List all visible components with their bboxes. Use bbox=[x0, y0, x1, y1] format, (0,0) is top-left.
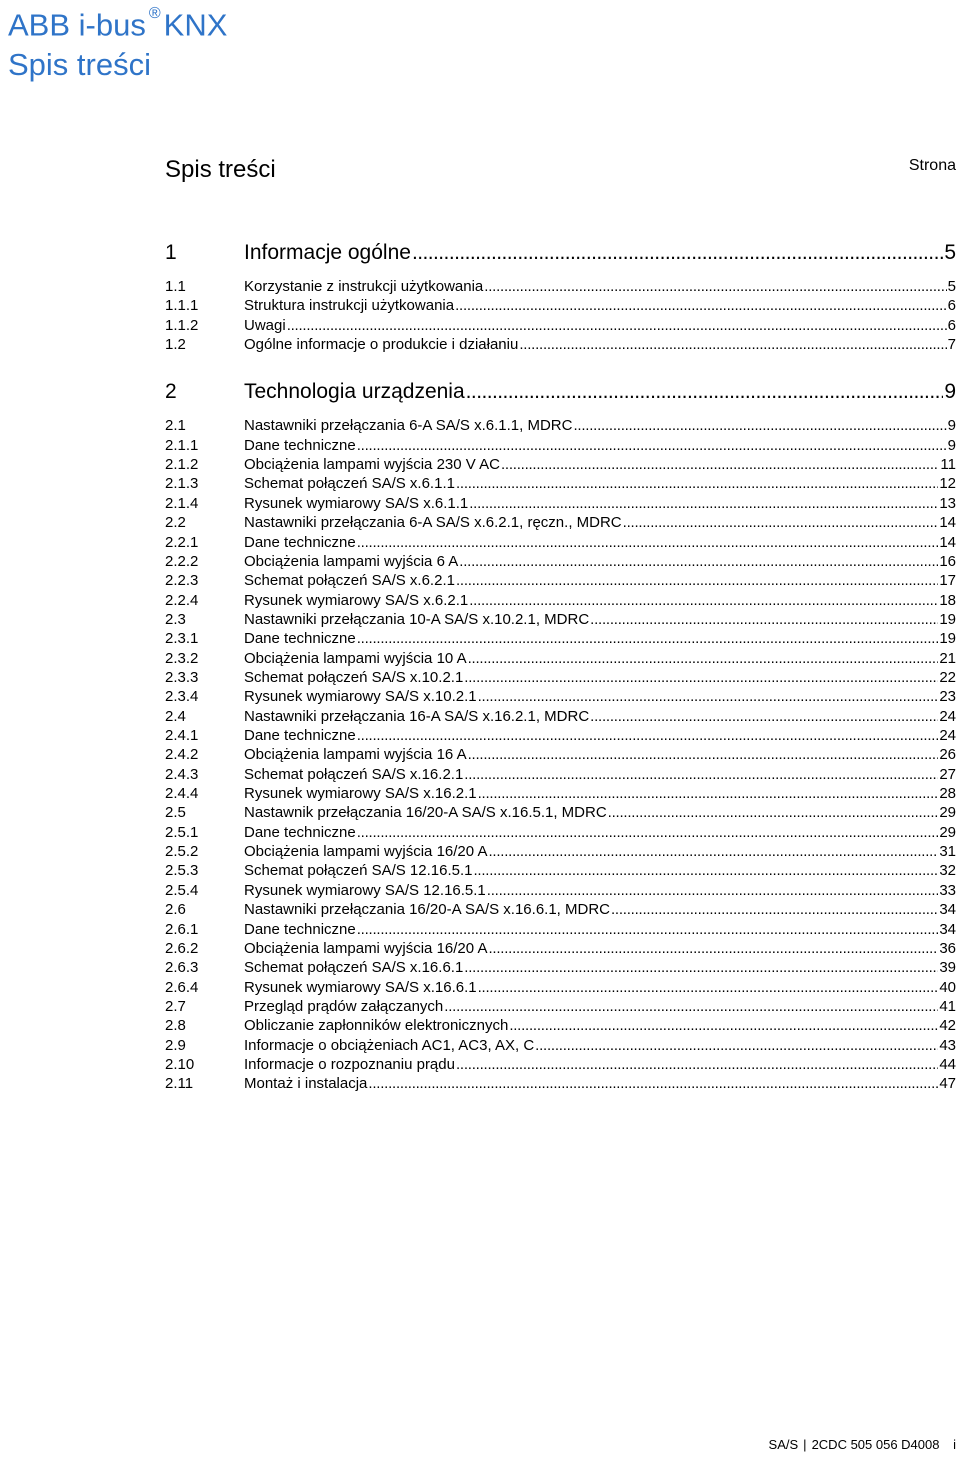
toc-entry-page: 22 bbox=[939, 668, 956, 686]
toc-leader-dots bbox=[456, 1055, 938, 1074]
toc-leader-dots bbox=[468, 649, 939, 668]
toc-entry-title: Obciążenia lampami wyjścia 6 A bbox=[244, 552, 459, 570]
footer-gap bbox=[944, 1437, 948, 1452]
toc-entry-title: Ogólne informacje o produkcie i działaniu bbox=[244, 336, 519, 354]
toc-entry-number: 2.2.2 bbox=[165, 552, 199, 570]
toc-entry[interactable] bbox=[165, 591, 956, 610]
toc-leader-dots bbox=[488, 939, 938, 958]
toc-leader-dots bbox=[464, 668, 938, 687]
toc-entry[interactable] bbox=[165, 881, 956, 900]
footer-separator: | bbox=[803, 1437, 807, 1452]
toc-entry[interactable] bbox=[165, 455, 956, 474]
toc-entry-title: Nastawniki przełączania 16/20-A SA/S x.16.6.1, MDRC bbox=[244, 901, 610, 919]
toc-entry[interactable] bbox=[165, 939, 956, 958]
toc-entry-title: Obciążenia lampami wyjścia 230 V AC bbox=[244, 456, 500, 474]
toc-entry-number: 2.1.4 bbox=[165, 494, 199, 512]
toc-entry-page: 11 bbox=[940, 456, 956, 474]
toc-entry-page: 34 bbox=[939, 901, 956, 919]
toc-entry-page: 39 bbox=[939, 959, 956, 977]
toc-leader-dots bbox=[357, 436, 947, 455]
toc-entry-title: Obciążenia lampami wyjścia 16 A bbox=[244, 746, 467, 764]
toc-entry-page: 5 bbox=[944, 241, 956, 264]
toc-entry-number: 2.6.4 bbox=[165, 978, 199, 996]
toc-entry-page: 9 bbox=[947, 436, 956, 454]
toc-entry-number: 2.11 bbox=[165, 1075, 194, 1093]
toc-entry[interactable] bbox=[165, 552, 956, 571]
toc-leader-dots bbox=[478, 978, 939, 997]
toc-entry-page: 43 bbox=[939, 1036, 956, 1054]
toc-entry[interactable] bbox=[165, 316, 956, 335]
toc-leader-dots bbox=[455, 296, 947, 315]
toc-leader-dots bbox=[368, 1074, 938, 1093]
toc-entry-page: 47 bbox=[939, 1075, 956, 1093]
toc-leader-dots bbox=[478, 784, 939, 803]
toc-leader-dots bbox=[478, 687, 939, 706]
toc-entry[interactable] bbox=[165, 687, 956, 706]
toc-entry[interactable] bbox=[165, 803, 956, 822]
toc-entry[interactable] bbox=[165, 610, 956, 629]
toc-entry-page: 21 bbox=[939, 649, 956, 667]
toc-chapter-entry[interactable] bbox=[165, 239, 956, 267]
toc-entry[interactable] bbox=[165, 513, 956, 532]
toc-entry-title: Dane techniczne bbox=[244, 533, 356, 551]
toc-entry-page: 40 bbox=[939, 978, 956, 996]
toc-entry-title: Schemat połączeń SA/S x.6.1.1 bbox=[244, 475, 455, 493]
toc-entry[interactable] bbox=[165, 726, 956, 745]
toc-leader-dots bbox=[573, 416, 946, 435]
toc-entry-page: 31 bbox=[939, 843, 956, 861]
toc-entry[interactable] bbox=[165, 920, 956, 939]
toc-entry-title: Schemat połączeń SA/S x.10.2.1 bbox=[244, 668, 464, 686]
toc-leader-dots bbox=[488, 842, 938, 861]
toc-entry-page: 9 bbox=[947, 417, 956, 435]
toc-entry[interactable] bbox=[165, 533, 956, 552]
toc-entry-page: 26 bbox=[939, 746, 956, 764]
toc-entry-number: 1.1.2 bbox=[165, 316, 199, 334]
toc-entry-number: 1.2 bbox=[165, 336, 186, 354]
toc-entry-page: 13 bbox=[939, 494, 956, 512]
brand-title bbox=[8, 0, 227, 45]
toc-leader-dots bbox=[487, 881, 939, 900]
toc-entry-title: Nastawniki przełączania 16-A SA/S x.16.2.1, MDRC bbox=[244, 707, 590, 725]
toc-entry-page: 32 bbox=[939, 862, 956, 880]
toc-leader-dots bbox=[611, 900, 938, 919]
toc-leader-dots bbox=[623, 513, 939, 532]
toc-entry[interactable] bbox=[165, 707, 956, 726]
toc-entry[interactable] bbox=[165, 1055, 956, 1074]
toc-leader-dots bbox=[464, 958, 938, 977]
toc-entry-page: 24 bbox=[939, 707, 956, 725]
toc-entry[interactable] bbox=[165, 861, 956, 880]
toc-leader-dots bbox=[473, 861, 938, 880]
toc-entry[interactable] bbox=[165, 416, 956, 435]
toc-leader-dots bbox=[519, 335, 946, 354]
toc-entry-page: 28 bbox=[939, 785, 956, 803]
toc-entry-page: 6 bbox=[947, 297, 956, 315]
toc-entry-title: Schemat połączeń SA/S x.16.6.1 bbox=[244, 959, 464, 977]
toc-entry-number: 2.2.4 bbox=[165, 591, 199, 609]
toc-entry[interactable] bbox=[165, 1016, 956, 1035]
toc-entry-number: 2.4 bbox=[165, 707, 186, 725]
toc-entry-number: 2.4.2 bbox=[165, 746, 199, 764]
toc-entry-title: Technologia urządzenia bbox=[244, 380, 465, 404]
toc-leader-dots bbox=[590, 707, 938, 726]
toc-leader-dots bbox=[469, 494, 938, 513]
toc-entry-number: 2.3.2 bbox=[165, 649, 199, 667]
toc-entry[interactable] bbox=[165, 997, 956, 1016]
toc-entry-number: 2.5.3 bbox=[165, 862, 199, 880]
toc-entry-title: Struktura instrukcji użytkowania bbox=[244, 297, 455, 315]
toc-leader-dots bbox=[357, 533, 939, 552]
toc-entry-title: Schemat połączeń SA/S x.16.2.1 bbox=[244, 765, 464, 783]
toc-entry-title: Dane techniczne bbox=[244, 920, 356, 938]
toc-entry-number: 2.1.2 bbox=[165, 456, 199, 474]
toc-entry-title: Rysunek wymiarowy SA/S x.16.2.1 bbox=[244, 785, 477, 803]
toc-leader-dots bbox=[590, 610, 938, 629]
toc-chapter-entry[interactable] bbox=[165, 378, 956, 406]
toc-entry-number: 2.3.1 bbox=[165, 630, 199, 648]
toc-entry[interactable] bbox=[165, 1036, 956, 1055]
toc-entry-title: Uwagi bbox=[244, 316, 286, 334]
toc-entry-page: 9 bbox=[944, 380, 956, 404]
toc-entry-page: 18 bbox=[939, 591, 956, 609]
toc-entry-page: 14 bbox=[939, 514, 956, 532]
toc-entry[interactable] bbox=[165, 629, 956, 648]
toc-entry[interactable] bbox=[165, 784, 956, 803]
toc-entry-number: 2 bbox=[165, 380, 177, 404]
toc-entry-number: 2.7 bbox=[165, 997, 186, 1015]
toc-entry[interactable] bbox=[165, 978, 956, 997]
toc-entry-page: 14 bbox=[939, 533, 956, 551]
brand-name: ABB i-bus bbox=[8, 7, 146, 43]
toc-entry[interactable] bbox=[165, 571, 956, 590]
toc-leader-dots bbox=[444, 997, 938, 1016]
toc-entry-title: Schemat połączeń SA/S x.6.2.1 bbox=[244, 572, 455, 590]
toc-entry-page: 29 bbox=[939, 823, 956, 841]
toc-entry-page: 42 bbox=[939, 1017, 956, 1035]
toc-entry-number: 2.1.3 bbox=[165, 475, 199, 493]
toc-entry-page: 24 bbox=[939, 727, 956, 744]
toc-entry-title: Informacje o rozpoznaniu prądu bbox=[244, 1055, 455, 1073]
toc-entry-page: 33 bbox=[939, 881, 956, 899]
toc-entry-number: 2.6.3 bbox=[165, 959, 199, 977]
toc-entry-number: 2.3.4 bbox=[165, 688, 199, 706]
toc-entry-title: Nastawnik przełączania 16/20-A SA/S x.16.5.1, MDRC bbox=[244, 804, 607, 822]
toc-entry-title: Przegląd prądów załączanych bbox=[244, 997, 444, 1015]
toc-entry[interactable] bbox=[165, 296, 956, 315]
toc-leader-dots bbox=[535, 1036, 938, 1055]
footer-doc-number: 2CDC 505 056 D4008 bbox=[811, 1437, 940, 1452]
toc-entry-title: Rysunek wymiarowy SA/S x.10.2.1 bbox=[244, 688, 477, 706]
toc-leader-dots bbox=[464, 765, 938, 784]
toc-leader-dots bbox=[468, 745, 939, 764]
toc-entry-title: Dane techniczne bbox=[244, 630, 356, 648]
toc-entry-page: 17 bbox=[939, 572, 956, 590]
toc-entry-number: 2.3 bbox=[165, 610, 186, 628]
toc-entry-title: Nastawniki przełączania 6-A SA/S x.6.1.1, MDRC bbox=[244, 417, 573, 435]
toc-entry-number: 1 bbox=[165, 241, 177, 264]
toc-entry-number: 2.6 bbox=[165, 901, 186, 919]
toc-entry-title: Rysunek wymiarowy SA/S x.6.2.1 bbox=[244, 591, 469, 609]
toc-entry[interactable] bbox=[165, 436, 956, 455]
toc-entry-number: 2.6.1 bbox=[165, 920, 199, 938]
toc-entry-title: Rysunek wymiarowy SA/S 12.16.5.1 bbox=[244, 881, 486, 899]
toc-leader-dots bbox=[459, 552, 938, 571]
toc-entry-title: Nastawniki przełączania 6-A SA/S x.6.2.1, ręczn., MDRC bbox=[244, 514, 622, 532]
toc-entry[interactable] bbox=[165, 494, 956, 513]
toc-entry-number: 2.2 bbox=[165, 514, 186, 532]
toc-entry[interactable] bbox=[165, 649, 956, 668]
toc-entry-number: 2.5 bbox=[165, 804, 186, 822]
toc-entry[interactable] bbox=[165, 958, 956, 977]
toc-entry-title: Dane techniczne bbox=[244, 727, 356, 744]
toc-entry[interactable] bbox=[165, 474, 956, 493]
toc-entry-title: Korzystanie z instrukcji użytkowania bbox=[244, 278, 484, 295]
toc-entry-number: 2.5.1 bbox=[165, 823, 199, 841]
toc-entry-page: 19 bbox=[939, 630, 956, 648]
toc-entry-number: 2.4.3 bbox=[165, 765, 199, 783]
brand-suffix: KNX bbox=[163, 7, 228, 43]
toc-leader-dots bbox=[456, 571, 938, 590]
footer-product: SA/S bbox=[768, 1437, 799, 1452]
toc-entry[interactable] bbox=[165, 277, 956, 296]
toc-entry[interactable] bbox=[165, 335, 956, 354]
toc-title: Spis treści bbox=[165, 156, 276, 183]
footer-page-number: i bbox=[953, 1437, 956, 1452]
toc-leader-dots bbox=[466, 378, 944, 406]
toc-leader-dots bbox=[456, 474, 938, 493]
toc-leader-dots bbox=[509, 1016, 938, 1035]
page-footer bbox=[769, 1437, 956, 1453]
toc-entry-title: Dane techniczne bbox=[244, 823, 356, 841]
toc-leader-dots bbox=[357, 823, 939, 842]
toc-entry-page: 6 bbox=[947, 316, 956, 334]
toc-entry-title: Montaż i instalacja bbox=[244, 1075, 368, 1093]
toc-entry-page: 44 bbox=[939, 1055, 956, 1073]
toc-entry[interactable] bbox=[165, 745, 956, 764]
toc-entry-page: 23 bbox=[939, 688, 956, 706]
toc-entry-title: Obciążenia lampami wyjścia 16/20 A bbox=[244, 939, 488, 957]
toc-entry-page: 27 bbox=[939, 765, 956, 783]
toc-entry-page: 5 bbox=[947, 278, 956, 295]
toc-entry-number: 2.8 bbox=[165, 1017, 186, 1035]
toc-entry-page: 19 bbox=[939, 610, 956, 628]
toc-leader-dots bbox=[469, 591, 938, 610]
toc-entry-page: 36 bbox=[939, 939, 956, 957]
toc-page-label: Strona bbox=[908, 157, 956, 174]
toc-entry-title: Dane techniczne bbox=[244, 436, 356, 454]
toc-entry-number: 1.1 bbox=[165, 278, 186, 295]
toc-leader-dots bbox=[357, 726, 939, 745]
document-header bbox=[8, 0, 227, 85]
toc-entry-page: 41 bbox=[939, 997, 956, 1015]
toc-entry-page: 29 bbox=[939, 804, 956, 822]
toc-entry-number: 2.10 bbox=[165, 1055, 195, 1073]
toc-entry-number: 2.2.3 bbox=[165, 572, 199, 590]
toc-entry-page: 34 bbox=[939, 920, 956, 938]
toc-leader-dots bbox=[412, 239, 943, 267]
toc-leader-dots bbox=[501, 455, 939, 474]
toc-entry[interactable] bbox=[165, 900, 956, 919]
toc-entry-title: Obciążenia lampami wyjścia 10 A bbox=[244, 649, 467, 667]
toc-entry[interactable] bbox=[165, 842, 956, 861]
toc-leader-dots bbox=[608, 803, 939, 822]
toc-entry-title: Nastawniki przełączania 10-A SA/S x.10.2.1, MDRC bbox=[244, 610, 590, 628]
toc-entry[interactable] bbox=[165, 668, 956, 687]
toc-entry-number: 2.6.2 bbox=[165, 939, 199, 957]
toc-entry[interactable] bbox=[165, 823, 956, 842]
toc-entry-page: 16 bbox=[939, 552, 956, 570]
toc-entry-page: 12 bbox=[939, 475, 956, 493]
toc-entry-number: 2.2.1 bbox=[165, 533, 199, 551]
toc-entry-number: 1.1.1 bbox=[165, 297, 199, 315]
toc-entry-title: Rysunek wymiarowy SA/S x.16.6.1 bbox=[244, 978, 477, 996]
toc-entry-title: Informacje ogólne bbox=[244, 241, 411, 264]
toc-leader-dots bbox=[484, 277, 946, 296]
toc-entry-number: 2.4.1 bbox=[165, 727, 199, 744]
toc-entry-page: 7 bbox=[947, 336, 956, 354]
toc-entry-title: Informacje o obciążeniach AC1, AC3, AX, C bbox=[244, 1036, 535, 1054]
header-subtitle: Spis treści bbox=[8, 47, 151, 83]
toc-entry-number: 2.3.3 bbox=[165, 668, 199, 686]
toc-entry[interactable] bbox=[165, 1074, 956, 1093]
toc-entry-title: Obliczanie zapłonników elektronicznych bbox=[244, 1017, 509, 1035]
toc-entry-number: 2.5.4 bbox=[165, 881, 199, 899]
toc-entry-number: 2.1.1 bbox=[165, 436, 199, 454]
toc-leader-dots bbox=[287, 316, 947, 335]
toc-entry-number: 2.5.2 bbox=[165, 843, 199, 861]
toc-entry-title: Schemat połączeń SA/S 12.16.5.1 bbox=[244, 862, 473, 880]
toc-entry-title: Rysunek wymiarowy SA/S x.6.1.1 bbox=[244, 494, 469, 512]
toc-entry-number: 2.9 bbox=[165, 1036, 186, 1054]
toc-leader-dots bbox=[357, 629, 939, 648]
registered-mark: ® bbox=[148, 5, 161, 22]
toc-entry-title: Obciążenia lampami wyjścia 16/20 A bbox=[244, 843, 488, 861]
toc-entry-number: 2.1 bbox=[165, 417, 186, 435]
toc-entry-number: 2.4.4 bbox=[165, 785, 199, 803]
toc-entry[interactable] bbox=[165, 765, 956, 784]
toc-leader-dots bbox=[357, 920, 939, 939]
